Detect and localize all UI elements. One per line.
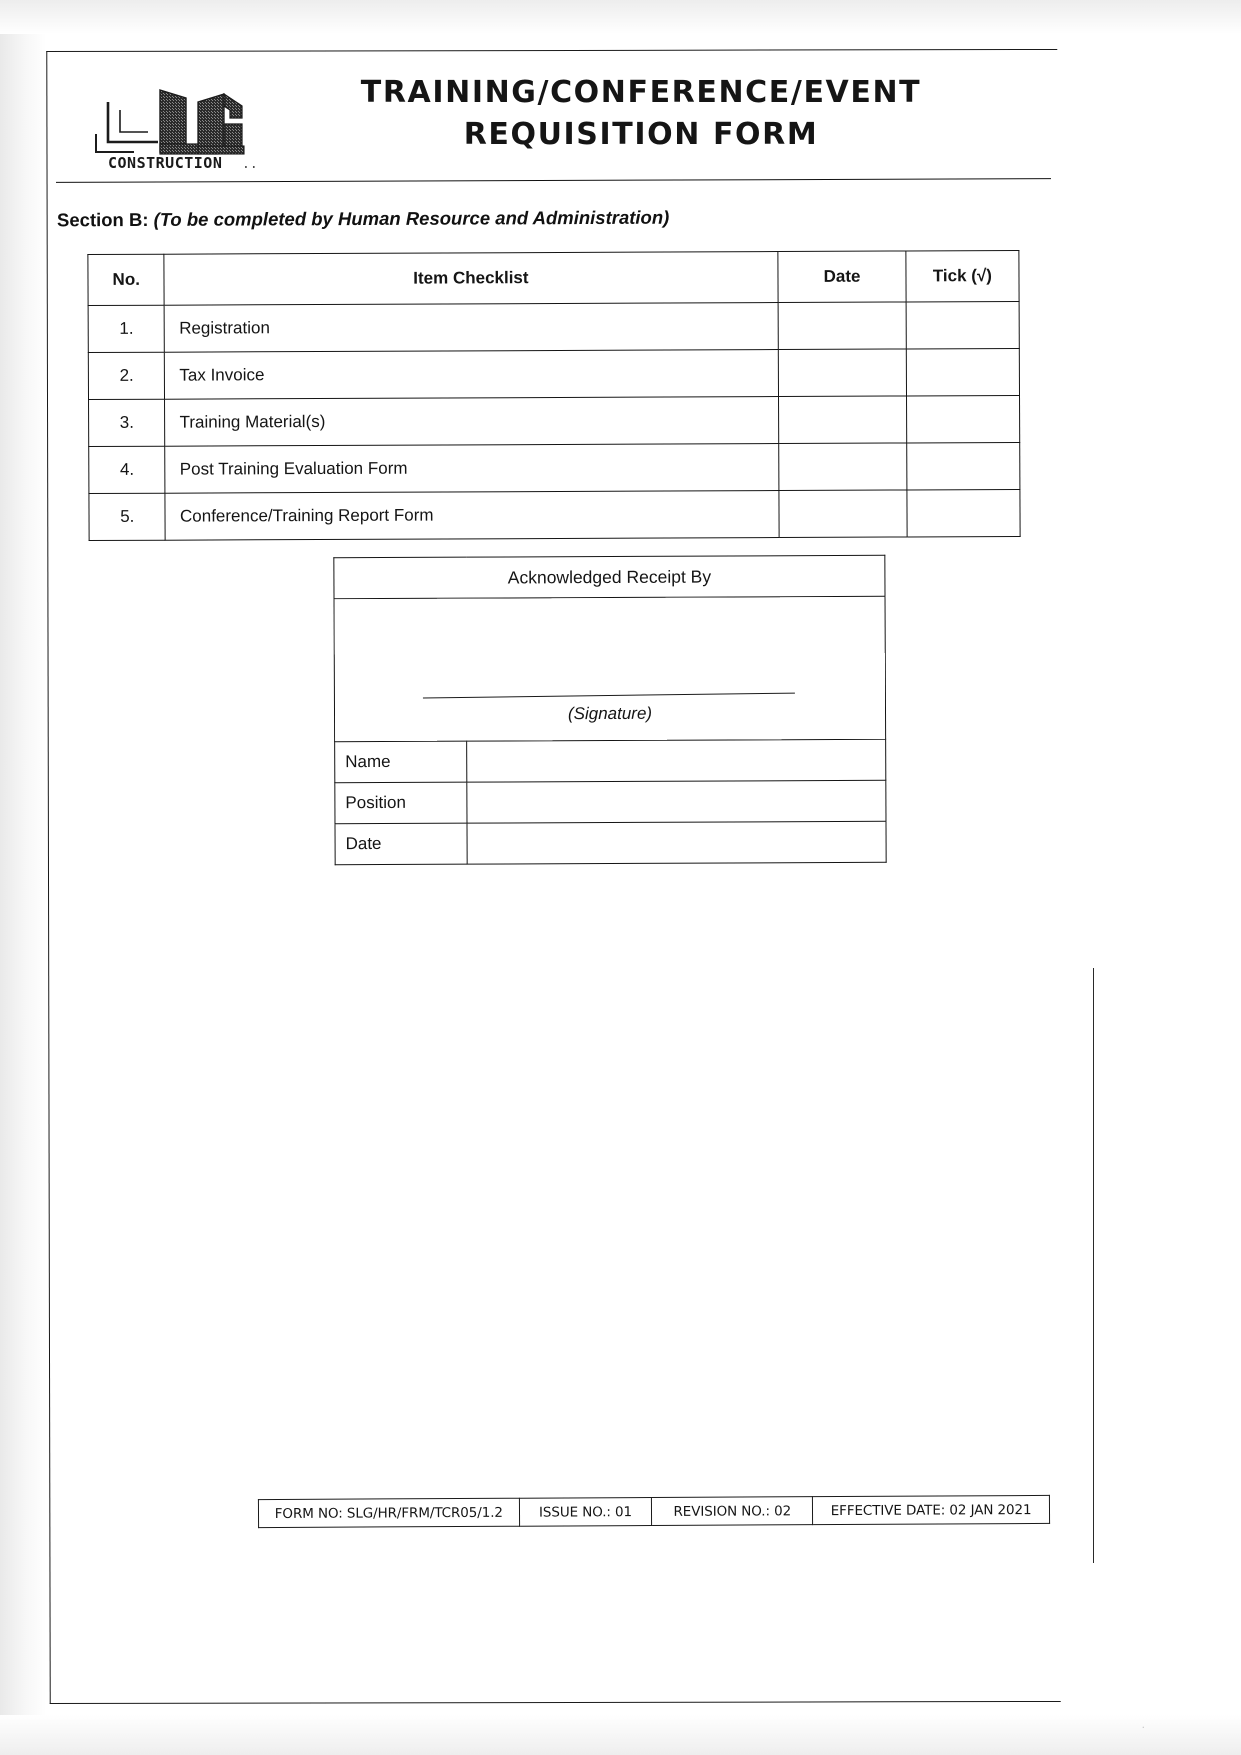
signature-line [423,693,795,699]
table-row [88,348,1019,399]
section-b-title: Section B: [56,208,149,231]
ack-signature-row [334,596,886,741]
footer-revision-no: REVISION NO.: 02 [652,1497,813,1526]
header-tick: Tick (√) [906,250,1019,301]
header-date: Date [778,251,906,303]
lg-construction-logo [74,76,259,172]
row-tick-field[interactable] [907,489,1020,536]
ack-title: Acknowledged Receipt By [334,555,885,598]
row-date-field[interactable] [779,396,907,444]
row-tick-field[interactable] [906,348,1019,395]
row-number: 1. [88,305,165,352]
table-row [88,301,1019,352]
footer-effective-date: EFFECTIVE DATE: 02 JAN 2021 [813,1495,1050,1524]
header-no: No. [88,254,165,305]
row-number: 3. [89,399,166,446]
signature-caption: (Signature) [567,703,653,724]
row-tick-field[interactable] [906,301,1019,348]
footer-row [258,1495,1049,1527]
ack-field-row [335,821,886,864]
header-item: Item Checklist [164,252,778,306]
table-row [89,442,1020,493]
table-row [89,395,1020,446]
signature-box[interactable] [334,596,886,741]
document-header [56,56,1051,178]
title-line-2: REQUISITION FORM [463,117,819,152]
row-date-field[interactable] [779,349,907,397]
scan-corner-mark: . [1141,1717,1145,1731]
row-date-field[interactable] [779,490,907,538]
row-item: Tax Invoice [165,350,779,400]
document-title [271,72,1011,156]
ack-label-name: Name [335,741,467,783]
row-date-field[interactable] [778,302,906,350]
row-item: Post Training Evaluation Form [165,444,779,494]
acknowledged-receipt-table [333,555,886,865]
ack-input-date[interactable] [467,821,886,864]
row-number: 4. [89,446,166,493]
row-tick-field[interactable] [906,442,1019,489]
ack-input-position[interactable] [467,780,886,823]
section-b-instruction: (To be completed by Human Resource and Administration) [153,206,670,230]
document-footer [258,1495,1050,1528]
footer-form-no: FORM NO: SLG/HR/FRM/TCR05/1.2 [258,1498,519,1527]
ack-label-position: Position [335,782,467,824]
ack-input-name[interactable] [467,739,886,782]
ack-field-row [335,780,886,823]
footer-issue-no: ISSUE NO.: 01 [519,1498,652,1527]
ack-field-row [335,739,886,782]
row-number: 5. [89,493,166,540]
svg-text:..: .. [242,157,258,172]
table-row [89,489,1020,540]
section-b-label [57,207,669,232]
ack-label-date: Date [335,823,467,865]
row-tick-field[interactable] [906,395,1019,442]
logo-wordmark: CONSTRUCTION [108,154,223,172]
scan-edge-top [0,0,1241,34]
scan-edge-bottom [0,1715,1241,1755]
ack-title-row [334,555,885,598]
row-number: 2. [88,352,165,399]
row-item: Training Material(s) [165,397,779,447]
row-date-field[interactable] [779,443,907,491]
row-item: Conference/Training Report Form [165,491,779,541]
document-border-right-segment [1093,968,1094,1563]
item-checklist-table [87,250,1020,541]
scan-edge-left [0,0,46,1755]
table-header-row [88,250,1019,305]
title-line-1: TRAINING/CONFERENCE/EVENT [360,75,922,110]
row-item: Registration [165,303,779,353]
